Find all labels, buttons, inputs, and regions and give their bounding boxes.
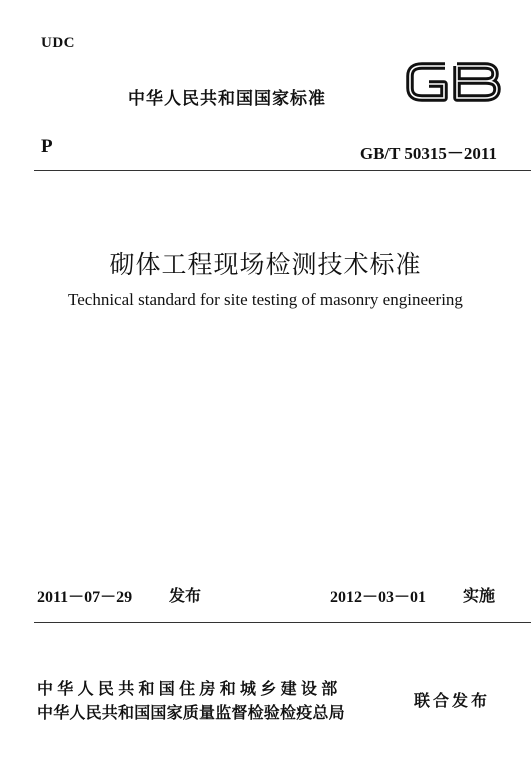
joint-release-label: 联合发布 xyxy=(414,691,491,710)
national-standard-heading: 中华人民共和国国家标准 xyxy=(128,89,326,109)
standard-number: GB/T 50315－2011 xyxy=(359,144,497,163)
top-divider xyxy=(34,170,531,171)
title-chinese: 砌体工程现场检测技术标准 xyxy=(109,250,422,279)
issue-date: 2011－07－29 xyxy=(37,589,133,606)
title-english: Technical standard for site testing of masonry engineering xyxy=(68,290,463,309)
bottom-divider xyxy=(34,622,531,623)
implementation-date: 2012－03－01 xyxy=(330,589,427,606)
issue-label: 发布 xyxy=(169,586,202,605)
gb-logo xyxy=(405,60,501,104)
classification-code: P xyxy=(41,136,53,157)
issuer-quality-supervision: 中华人民共和国国家质量监督检验检疫总局 xyxy=(37,703,345,722)
implementation-label: 实施 xyxy=(463,586,496,605)
issuer-ministry-housing: 中华人民共和国住房和城乡建设部 xyxy=(37,679,342,698)
udc-label: UDC xyxy=(41,35,75,51)
